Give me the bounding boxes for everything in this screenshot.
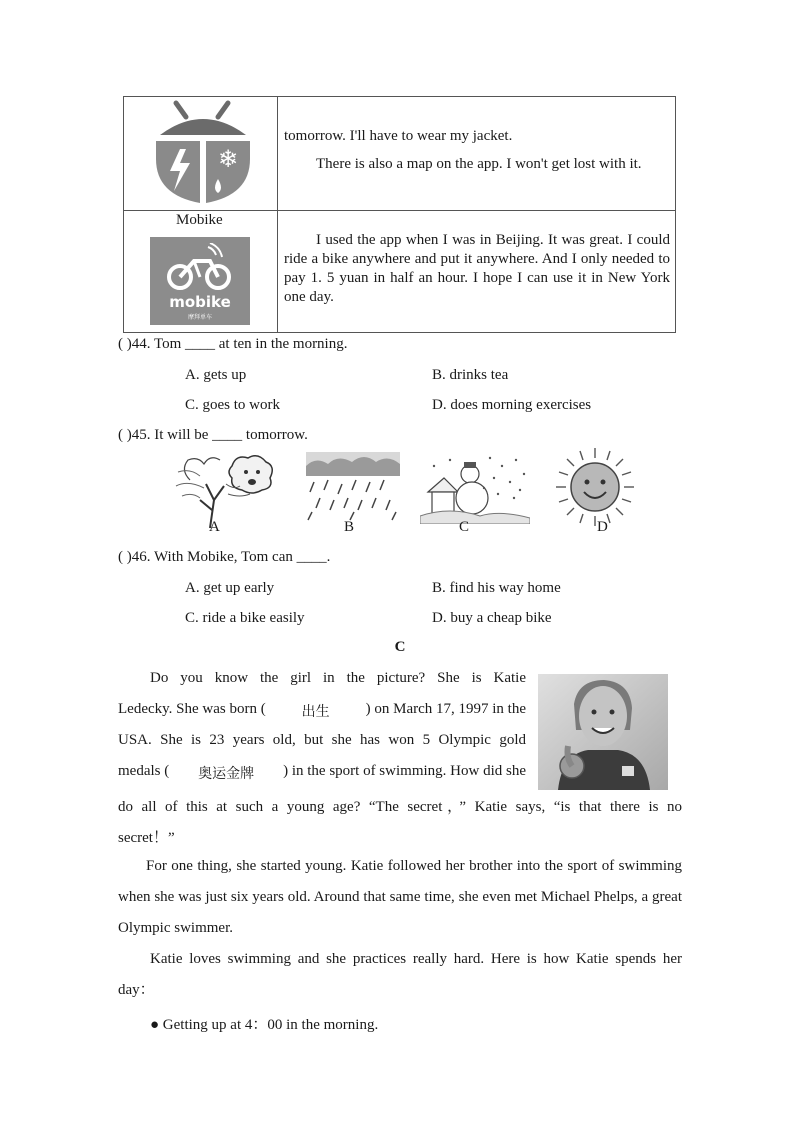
sunny-picture [554,446,636,528]
bike-icon [164,243,236,293]
passage-line-6: secret！” [118,830,175,846]
passage-line-2-cjk: 出生 [301,704,330,720]
row1-line1: tomorrow. I'll have to wear my jacket. [284,128,513,144]
q46-stem: ( )46. With Mobike, Tom can ____. [118,549,331,565]
q45-label-a: A [209,519,220,535]
passage-line-2-part-b: ) on March 17, 1997 in the [365,701,526,717]
q46-option-c: C. ride a bike easily [185,610,305,626]
q44-option-b: B. drinks tea [432,367,509,383]
q45-label-c: C [459,519,470,535]
q46-option-a: A. get up early [185,580,275,596]
section-c-title: C [394,639,406,655]
mobike-logo-subtext: 摩拜单车 [187,314,212,321]
q45-stem: ( )45. It will be ____ tomorrow. [118,427,308,443]
passage-line-5: do all of this at such a young age? “The secret，” Katie says, “is that there is no [118,799,682,815]
passage-line-4-cjk: 奥运金牌 [198,766,255,782]
mobike-label: Mobike [176,212,223,228]
q45-label-b: B [344,519,355,535]
q44-option-a: A. gets up [185,367,247,383]
table-divider-vertical [277,97,278,332]
katie-photo [538,674,668,790]
passage-line-2-part-a: Ledecky. She was born ( [118,701,266,717]
q45-label-d: D [597,519,608,535]
row1-line2: There is also a map on the app. I won't get lost with it. [316,156,642,172]
passage-line-4-part-a: medals ( [118,763,170,779]
q44-stem: ( )44. Tom ____ at ten in the morning. [118,336,348,352]
row2-text: I used the app when I was in Beijing. It was great. I could ride a bike anywhere and put it anywhere. And I only needed to pay 1. 5 yuan in half an hour. I hope I can use it in New York one day. [284,232,670,305]
rainy-picture [306,452,400,522]
svg-text:❄: ❄ [217,145,239,173]
passage-line-4 [118,763,526,783]
q44-option-d: D. does morning exercises [432,397,592,413]
mobike-logo [150,237,250,325]
passage-line-1: Do you know the girl in the picture? She is Katie [150,670,526,686]
app-table [123,96,676,333]
passage-line-2 [118,701,526,721]
snowy-picture [420,452,530,524]
passage-paragraph-3: Katie loves swimming and she practices really hard. Here is how Katie spends her day： [118,951,682,998]
passage-line-3: USA. She is 23 years old, but she has won 5 Olympic gold [118,732,526,748]
passage-line-4-part-b: ) in the sport of swimming. How did she [283,763,526,779]
passage-paragraph-2: For one thing, she started young. Katie followed her brother into the sport of swimming when she was just six years old. Around that same time, she even met Michael Phelps, a great Olympic swimmer. [118,858,682,936]
weather-app-icon [150,99,256,207]
q46-option-b: B. find his way home [432,580,561,596]
q44-option-c: C. goes to work [185,397,280,413]
windy-picture [170,450,280,530]
mobike-logo-text: mobike [169,293,231,311]
q46-option-d: D. buy a cheap bike [432,610,552,626]
passage-bullet-1: ● Getting up at 4：00 in the morning. [150,1017,379,1033]
